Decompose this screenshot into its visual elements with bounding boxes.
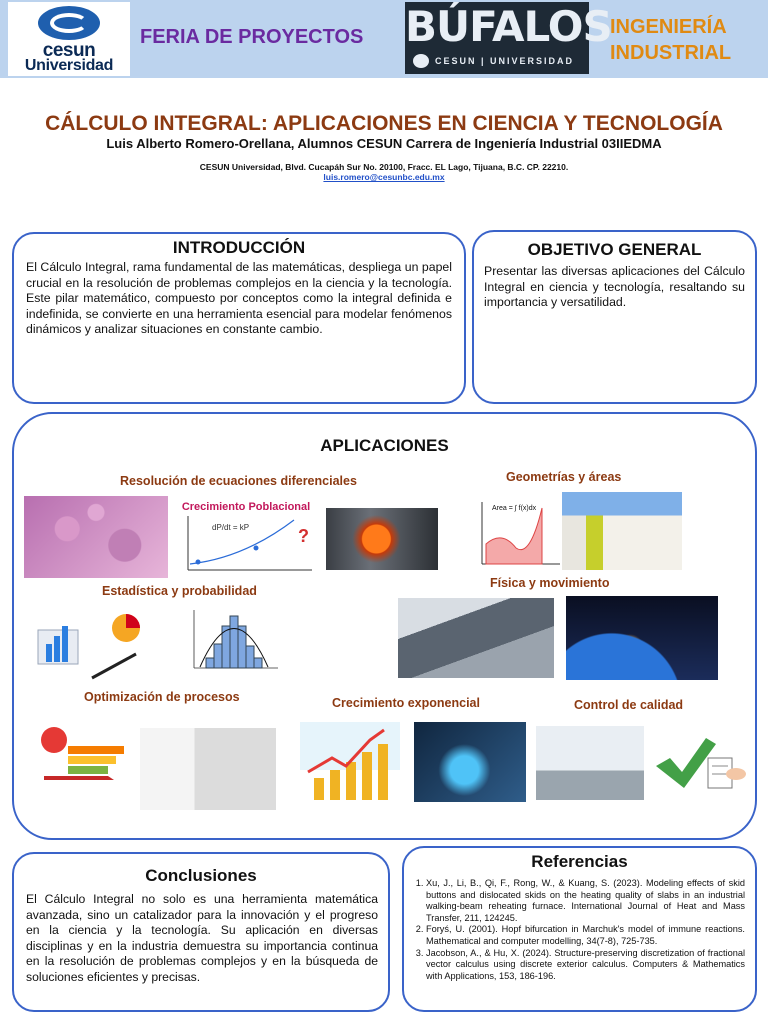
physics-motion-label: Física y movimiento: [490, 576, 610, 590]
geometry-areas-label: Geometrías y áreas: [506, 470, 622, 484]
growth-bars-image: [300, 722, 400, 802]
objective-section: [472, 230, 757, 404]
growth-chart-equation: dP/dt = kP: [212, 523, 250, 532]
bufalos-subtext: CESUN | UNIVERSIDAD: [435, 56, 575, 66]
cesun-logo-icon: [38, 6, 100, 40]
logo-line2: Universidad: [24, 57, 114, 74]
area-under-curve-graph: [472, 496, 564, 572]
poster-address: CESUN Universidad, Blvd. Cucapáh Sur No. 20100, Fracc. EL Lago, Tijuana, B.C. CP. 22210.: [199, 162, 569, 172]
normal-distribution-histogram: [186, 604, 282, 676]
introduction-heading: INTRODUCCIÓN: [172, 238, 306, 257]
introduction-section: [12, 232, 466, 404]
bufalos-emblem-icon: [413, 54, 429, 68]
population-growth-chart: [174, 498, 318, 578]
logo-line1: cesun: [42, 40, 96, 61]
applications-heading: APLICACIONES: [320, 436, 449, 455]
lightbulbs-image: [38, 720, 134, 782]
objective-heading: OBJETIVO GENERAL: [527, 240, 702, 259]
applications-section: [12, 412, 757, 840]
author-email-link[interactable]: luis.romero@cesunbc.edu.mx: [323, 172, 445, 182]
statistics-illustration: [32, 604, 152, 682]
statistics-probability-label: Estadística y probabilidad: [102, 584, 257, 598]
growth-chart-title: Crecimiento Poblacional: [181, 501, 311, 513]
program-name: [610, 14, 731, 66]
quality-documents-image: [536, 726, 644, 800]
area-formula: Area = ∫ f(x)dx: [492, 505, 537, 512]
exponential-growth-label: Crecimiento exponencial: [332, 696, 480, 710]
reference-item: 2. Foryś, U. (2001). Hopf bifurcation in Marchuk's model of immune reactions. Mathematical and computer modelling, 34(7-8), 725-735.: [426, 924, 745, 947]
program-line1: INGENIERÍA: [610, 16, 727, 38]
references-list: [426, 878, 745, 982]
quality-control-label: Control de calidad: [574, 698, 684, 712]
conclusions-text: El Cálculo Integral no solo es una herramienta matemática avanzada, sino un catalizador para la innovación y el progreso en la ciencia y la tecnología. Su aplicación en diversas disciplinas y en la industria demuestra su importancia continua en la resolución de problemas complejos y en la búsqueda de soluciones eficientes y precisas.: [26, 892, 378, 984]
conclusions-section: [12, 852, 390, 1012]
poster-title: CÁLCULO INTEGRAL: APLICACIONES EN CIENCIA Y TECNOLOGÍA: [45, 112, 723, 135]
reference-item: 3. Jacobson, A., & Hu, X. (2024). Structure-preserving discretization of fractional vector calculus using discrete exterior calculus. Computers & Mathematics with Applications, 153, 186-196.: [426, 948, 745, 983]
conclusions-heading: Conclusiones: [145, 866, 257, 885]
furnace-image: [326, 508, 438, 570]
reference-item: 1. Xu, J., Li, B., Qi, F., Rong, W., & Kuang, S. (2023). Modeling effects of skid buttons and dislocated skids on the heating quality of slabs in an industrial walking-beam reheating furnace. International Journal of Heat and Mass Transfer, 211, 124245.: [426, 878, 745, 924]
bufalos-text: BÚFALOS: [405, 2, 612, 51]
fair-title: FERIA DE PROYECTOS: [140, 26, 364, 48]
building-image: [562, 492, 682, 570]
virus-image: [24, 496, 168, 578]
header-band: [0, 0, 768, 78]
poster-authors: Luis Alberto Romero-Orellana, Alumnos CESUN Carrera de Ingeniería Industrial 03IIEDMA: [106, 136, 662, 151]
cesun-logo: [8, 2, 130, 76]
laptop-image: [140, 728, 276, 810]
introduction-text: El Cálculo Integral, rama fundamental de las matemáticas, despliega un papel crucial en la resolución de problemas complejos en la ciencia y la tecnología. Este pilar matemático, compuesto por conceptos como la integral definida e indefinida, se convierte en una herramienta esencial para modelar fenómenos dinámicos y analizar situaciones en constante cambio.: [26, 260, 452, 336]
references-section: [402, 846, 757, 1012]
tablet-technology-image: [414, 722, 526, 802]
conveyor-image: [398, 598, 554, 678]
bufalos-logo: [405, 2, 612, 74]
program-line2: INDUSTRIAL: [610, 42, 732, 64]
objective-text: Presentar las diversas aplicaciones del Cálculo Integral en ciencia y tecnología, resaltando su importancia y versatilidad.: [484, 264, 745, 309]
references-heading: Referencias: [531, 852, 628, 871]
rocket-image: [566, 596, 718, 680]
checkmark-icon: [652, 732, 748, 794]
svg-text:?: ?: [298, 526, 309, 546]
differential-equations-label: Resolución de ecuaciones diferenciales: [120, 474, 357, 488]
process-optimization-label: Optimización de procesos: [84, 690, 240, 704]
